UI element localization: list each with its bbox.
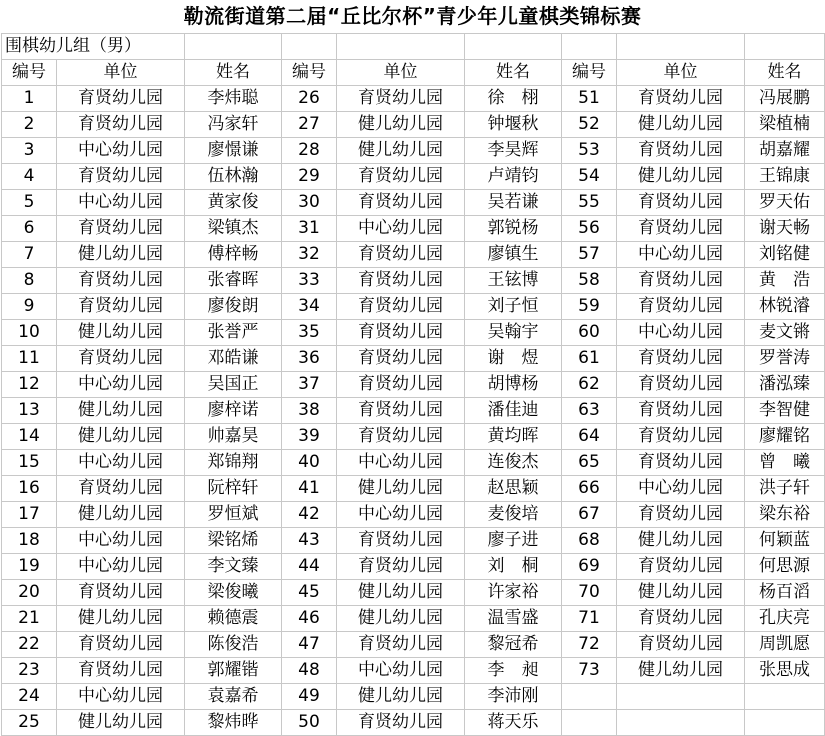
entry-name[interactable]: 黄 浩: [745, 268, 825, 294]
entry-number[interactable]: 60: [562, 320, 617, 346]
entry-number[interactable]: 54: [562, 164, 617, 190]
entry-name[interactable]: 黄家俊: [185, 190, 282, 216]
column-header-name[interactable]: 姓名: [745, 60, 825, 86]
entry-number[interactable]: 61: [562, 346, 617, 372]
entry-name[interactable]: 郭耀锴: [185, 658, 282, 684]
entry-name[interactable]: 赖德震: [185, 606, 282, 632]
entry-name[interactable]: 赵思颖: [465, 476, 562, 502]
entry-name[interactable]: 刘 桐: [465, 554, 562, 580]
entry-number[interactable]: 49: [282, 684, 337, 710]
entry-unit[interactable]: 育贤幼儿园: [617, 138, 745, 164]
entry-number[interactable]: 10: [2, 320, 57, 346]
entry-unit[interactable]: 健儿幼儿园: [57, 502, 185, 528]
table-row: [2, 242, 825, 268]
table-row: [2, 268, 825, 294]
entry-name[interactable]: 李 昶: [465, 658, 562, 684]
entry-number[interactable]: 18: [2, 528, 57, 554]
entry-name[interactable]: 黄均晖: [465, 424, 562, 450]
entry-name[interactable]: 谢 煜: [465, 346, 562, 372]
entry-name[interactable]: 傅梓畅: [185, 242, 282, 268]
entry-name[interactable]: 徐 栩: [465, 86, 562, 112]
entry-name[interactable]: 李炜聪: [185, 86, 282, 112]
entry-number[interactable]: 39: [282, 424, 337, 450]
entry-name[interactable]: 冯展鹏: [745, 86, 825, 112]
entry-unit[interactable]: 育贤幼儿园: [617, 268, 745, 294]
table-row: [2, 476, 825, 502]
table-row: [2, 424, 825, 450]
table-row: [2, 86, 825, 112]
entry-unit[interactable]: 健儿幼儿园: [57, 710, 185, 736]
subtitle-row: [2, 34, 825, 60]
entry-name[interactable]: 麦文锵: [745, 320, 825, 346]
entry-number[interactable]: 55: [562, 190, 617, 216]
entry-number[interactable]: 14: [2, 424, 57, 450]
column-header-name[interactable]: 姓名: [185, 60, 282, 86]
entry-number[interactable]: 63: [562, 398, 617, 424]
entry-name[interactable]: 袁嘉希: [185, 684, 282, 710]
table-row: [2, 138, 825, 164]
entry-name[interactable]: 温雪盛: [465, 606, 562, 632]
entry-number[interactable]: 58: [562, 268, 617, 294]
entry-name[interactable]: 梁俊曦: [185, 580, 282, 606]
entry-unit[interactable]: 健儿幼儿园: [337, 476, 465, 502]
entry-name[interactable]: 廖子进: [465, 528, 562, 554]
table-row: [2, 528, 825, 554]
entry-number[interactable]: 13: [2, 398, 57, 424]
entry-unit[interactable]: 育贤幼儿园: [337, 320, 465, 346]
entry-unit[interactable]: 育贤幼儿园: [337, 632, 465, 658]
entry-name[interactable]: 张思成: [745, 658, 825, 684]
entry-name[interactable]: 廖憬谦: [185, 138, 282, 164]
entry-number[interactable]: 29: [282, 164, 337, 190]
entry-name[interactable]: 廖俊朗: [185, 294, 282, 320]
entry-number[interactable]: 73: [562, 658, 617, 684]
entry-unit[interactable]: 育贤幼儿园: [337, 242, 465, 268]
entry-unit[interactable]: 中心幼儿园: [57, 554, 185, 580]
entry-number[interactable]: 5: [2, 190, 57, 216]
entry-name[interactable]: 潘泓臻: [745, 372, 825, 398]
entry-number[interactable]: 46: [282, 606, 337, 632]
entry-unit[interactable]: 健儿幼儿园: [337, 580, 465, 606]
entry-name[interactable]: 陈俊浩: [185, 632, 282, 658]
entry-unit[interactable]: 健儿幼儿园: [337, 606, 465, 632]
entry-number[interactable]: 65: [562, 450, 617, 476]
entry-number[interactable]: 41: [282, 476, 337, 502]
entry-unit[interactable]: 中心幼儿园: [617, 476, 745, 502]
entry-number[interactable]: 31: [282, 216, 337, 242]
entry-unit[interactable]: 育贤幼儿园: [337, 372, 465, 398]
entry-unit[interactable]: 育贤幼儿园: [617, 554, 745, 580]
group-label[interactable]: 围棋幼儿组（男）: [2, 34, 185, 60]
entry-unit[interactable]: 健儿幼儿园: [57, 242, 185, 268]
table-cell[interactable]: [562, 34, 617, 60]
table-cell[interactable]: [745, 684, 825, 710]
table-row: [2, 580, 825, 606]
entry-unit[interactable]: 育贤幼儿园: [337, 710, 465, 736]
column-header-unit[interactable]: 单位: [337, 60, 465, 86]
entry-number[interactable]: 51: [562, 86, 617, 112]
entry-name[interactable]: 邓皓谦: [185, 346, 282, 372]
entry-unit[interactable]: 育贤幼儿园: [57, 658, 185, 684]
entry-name[interactable]: 梁东裕: [745, 502, 825, 528]
entry-name[interactable]: 曾 曦: [745, 450, 825, 476]
table-cell[interactable]: [337, 34, 465, 60]
entry-number[interactable]: 66: [562, 476, 617, 502]
entry-number[interactable]: 24: [2, 684, 57, 710]
entry-unit[interactable]: 育贤幼儿园: [57, 216, 185, 242]
entry-unit[interactable]: 健儿幼儿园: [57, 606, 185, 632]
table-row: [2, 112, 825, 138]
entry-number[interactable]: 25: [2, 710, 57, 736]
entry-name[interactable]: 潘佳迪: [465, 398, 562, 424]
entry-name[interactable]: 李文臻: [185, 554, 282, 580]
entry-number[interactable]: 69: [562, 554, 617, 580]
entry-number[interactable]: 17: [2, 502, 57, 528]
entry-name[interactable]: 张睿晖: [185, 268, 282, 294]
entry-number[interactable]: 11: [2, 346, 57, 372]
entry-number[interactable]: 3: [2, 138, 57, 164]
entry-unit[interactable]: 健儿幼儿园: [617, 112, 745, 138]
entry-unit[interactable]: 健儿幼儿园: [57, 320, 185, 346]
entry-number[interactable]: 37: [282, 372, 337, 398]
entry-number[interactable]: 12: [2, 372, 57, 398]
entry-unit[interactable]: 健儿幼儿园: [337, 684, 465, 710]
table-row: [2, 372, 825, 398]
entry-unit[interactable]: 育贤幼儿园: [617, 632, 745, 658]
entry-unit[interactable]: 育贤幼儿园: [337, 190, 465, 216]
table-cell[interactable]: [617, 684, 745, 710]
entry-name[interactable]: 许家裕: [465, 580, 562, 606]
entry-name[interactable]: 卢靖钧: [465, 164, 562, 190]
entry-unit[interactable]: 健儿幼儿园: [337, 138, 465, 164]
table-row: [2, 502, 825, 528]
entry-number[interactable]: 64: [562, 424, 617, 450]
entry-number[interactable]: 20: [2, 580, 57, 606]
entry-name[interactable]: 刘子恒: [465, 294, 562, 320]
entry-number[interactable]: 43: [282, 528, 337, 554]
entry-unit[interactable]: 健儿幼儿园: [617, 528, 745, 554]
column-header-name[interactable]: 姓名: [465, 60, 562, 86]
entry-name[interactable]: 王锦康: [745, 164, 825, 190]
entry-number[interactable]: 48: [282, 658, 337, 684]
entry-unit[interactable]: 育贤幼儿园: [57, 580, 185, 606]
entry-number[interactable]: 35: [282, 320, 337, 346]
entry-name[interactable]: 罗誉涛: [745, 346, 825, 372]
entry-unit[interactable]: 育贤幼儿园: [57, 164, 185, 190]
entry-unit[interactable]: 育贤幼儿园: [337, 164, 465, 190]
entry-unit[interactable]: 健儿幼儿园: [617, 164, 745, 190]
column-header-unit[interactable]: 单位: [617, 60, 745, 86]
entry-name[interactable]: 张誉严: [185, 320, 282, 346]
entry-name[interactable]: 何思源: [745, 554, 825, 580]
entry-unit[interactable]: 中心幼儿园: [57, 372, 185, 398]
entry-unit[interactable]: 中心幼儿园: [617, 242, 745, 268]
entry-number[interactable]: 33: [282, 268, 337, 294]
entry-number[interactable]: 70: [562, 580, 617, 606]
entry-name[interactable]: 胡博杨: [465, 372, 562, 398]
entry-unit[interactable]: 育贤幼儿园: [617, 424, 745, 450]
entry-name[interactable]: 郭锐杨: [465, 216, 562, 242]
entry-unit[interactable]: 育贤幼儿园: [617, 398, 745, 424]
entry-unit[interactable]: 中心幼儿园: [337, 450, 465, 476]
entry-name[interactable]: 蒋天乐: [465, 710, 562, 736]
entry-unit[interactable]: 健儿幼儿园: [617, 658, 745, 684]
entry-name[interactable]: 钟堰秋: [465, 112, 562, 138]
entry-number[interactable]: 32: [282, 242, 337, 268]
table-row: [2, 294, 825, 320]
roster-table: [1, 33, 825, 736]
entry-unit[interactable]: 育贤幼儿园: [57, 268, 185, 294]
entry-name[interactable]: 廖耀铭: [745, 424, 825, 450]
column-header-number[interactable]: 编号: [2, 60, 57, 86]
entry-name[interactable]: 杨百滔: [745, 580, 825, 606]
entry-unit[interactable]: 育贤幼儿园: [57, 112, 185, 138]
entry-unit[interactable]: 育贤幼儿园: [617, 294, 745, 320]
entry-name[interactable]: 帅嘉昊: [185, 424, 282, 450]
entry-unit[interactable]: 育贤幼儿园: [57, 86, 185, 112]
entry-name[interactable]: 连俊杰: [465, 450, 562, 476]
entry-number[interactable]: 57: [562, 242, 617, 268]
entry-name[interactable]: 麦俊培: [465, 502, 562, 528]
table-row: [2, 450, 825, 476]
entry-unit[interactable]: 中心幼儿园: [57, 528, 185, 554]
entry-unit[interactable]: 育贤幼儿园: [617, 606, 745, 632]
entry-number[interactable]: 68: [562, 528, 617, 554]
entry-unit[interactable]: 中心幼儿园: [337, 658, 465, 684]
entry-name[interactable]: 李昊辉: [465, 138, 562, 164]
entry-unit[interactable]: 中心幼儿园: [617, 320, 745, 346]
entry-unit[interactable]: 健儿幼儿园: [57, 424, 185, 450]
entry-number[interactable]: 7: [2, 242, 57, 268]
entry-number[interactable]: 67: [562, 502, 617, 528]
entry-unit[interactable]: 育贤幼儿园: [57, 476, 185, 502]
table-cell[interactable]: [562, 684, 617, 710]
entry-name[interactable]: 廖梓诺: [185, 398, 282, 424]
entry-number[interactable]: 44: [282, 554, 337, 580]
entry-number[interactable]: 6: [2, 216, 57, 242]
entry-number[interactable]: 1: [2, 86, 57, 112]
entry-unit[interactable]: 中心幼儿园: [57, 190, 185, 216]
column-header-unit[interactable]: 单位: [57, 60, 185, 86]
entry-unit[interactable]: 中心幼儿园: [57, 138, 185, 164]
entry-name[interactable]: 廖镇生: [465, 242, 562, 268]
entry-number[interactable]: 52: [562, 112, 617, 138]
entry-name[interactable]: 罗恒斌: [185, 502, 282, 528]
entry-name[interactable]: 黎冠希: [465, 632, 562, 658]
table-row: [2, 658, 825, 684]
entry-unit[interactable]: 中心幼儿园: [337, 502, 465, 528]
table-cell[interactable]: [185, 34, 282, 60]
entry-name[interactable]: 孔庆亮: [745, 606, 825, 632]
entry-name[interactable]: 冯家轩: [185, 112, 282, 138]
entry-name[interactable]: 吴翰宇: [465, 320, 562, 346]
entry-unit[interactable]: 育贤幼儿园: [337, 346, 465, 372]
table-row: [2, 554, 825, 580]
column-header-number[interactable]: 编号: [562, 60, 617, 86]
entry-unit[interactable]: 育贤幼儿园: [57, 294, 185, 320]
entry-name[interactable]: 伍林瀚: [185, 164, 282, 190]
entry-number[interactable]: 2: [2, 112, 57, 138]
entry-unit[interactable]: 育贤幼儿园: [337, 398, 465, 424]
table-row: [2, 346, 825, 372]
entry-name[interactable]: 吴国正: [185, 372, 282, 398]
table-row: [2, 320, 825, 346]
table-row: [2, 632, 825, 658]
entry-number[interactable]: 30: [282, 190, 337, 216]
table-row: [2, 164, 825, 190]
table-row: [2, 190, 825, 216]
entry-unit[interactable]: 育贤幼儿园: [337, 268, 465, 294]
entry-name[interactable]: 罗天佑: [745, 190, 825, 216]
table-row: [2, 216, 825, 242]
entry-unit[interactable]: 健儿幼儿园: [337, 112, 465, 138]
entry-name[interactable]: 何颖蓝: [745, 528, 825, 554]
table-row: [2, 606, 825, 632]
entry-name[interactable]: 刘铭健: [745, 242, 825, 268]
entry-unit[interactable]: 育贤幼儿园: [617, 450, 745, 476]
entry-number[interactable]: 26: [282, 86, 337, 112]
table-cell[interactable]: [465, 34, 562, 60]
entry-name[interactable]: 谢天畅: [745, 216, 825, 242]
entry-number[interactable]: 47: [282, 632, 337, 658]
entry-name[interactable]: 胡嘉耀: [745, 138, 825, 164]
entry-name[interactable]: 吴若谦: [465, 190, 562, 216]
entry-unit[interactable]: 中心幼儿园: [57, 450, 185, 476]
entry-name[interactable]: 梁植楠: [745, 112, 825, 138]
entry-unit[interactable]: 育贤幼儿园: [57, 632, 185, 658]
entry-name[interactable]: 郑锦翔: [185, 450, 282, 476]
table-row: [2, 684, 825, 710]
entry-number[interactable]: 22: [2, 632, 57, 658]
column-header-number[interactable]: 编号: [282, 60, 337, 86]
entry-number[interactable]: 40: [282, 450, 337, 476]
entry-number[interactable]: 28: [282, 138, 337, 164]
entry-unit[interactable]: 育贤幼儿园: [57, 346, 185, 372]
entry-number[interactable]: 9: [2, 294, 57, 320]
entry-number[interactable]: 59: [562, 294, 617, 320]
entry-number[interactable]: 71: [562, 606, 617, 632]
entry-number[interactable]: 38: [282, 398, 337, 424]
entry-unit[interactable]: 中心幼儿园: [57, 684, 185, 710]
entry-unit[interactable]: 健儿幼儿园: [617, 580, 745, 606]
entry-number[interactable]: 16: [2, 476, 57, 502]
entry-name[interactable]: 王铉博: [465, 268, 562, 294]
table-cell[interactable]: [282, 34, 337, 60]
entry-number[interactable]: 50: [282, 710, 337, 736]
entry-unit[interactable]: 育贤幼儿园: [617, 86, 745, 112]
entry-unit[interactable]: 育贤幼儿园: [617, 216, 745, 242]
entry-unit[interactable]: 育贤幼儿园: [617, 372, 745, 398]
entry-unit[interactable]: 育贤幼儿园: [617, 190, 745, 216]
table-cell[interactable]: [617, 34, 745, 60]
entry-number[interactable]: 34: [282, 294, 337, 320]
entry-number[interactable]: 62: [562, 372, 617, 398]
entry-number[interactable]: 21: [2, 606, 57, 632]
entry-number[interactable]: 56: [562, 216, 617, 242]
sheet-title: 勒流街道第二届“丘比尔杯”青少年儿童棋类锦标赛: [183, 4, 642, 28]
entry-name[interactable]: 阮梓轩: [185, 476, 282, 502]
entry-number[interactable]: 36: [282, 346, 337, 372]
entry-name[interactable]: 黎炜晔: [185, 710, 282, 736]
entry-number[interactable]: 72: [562, 632, 617, 658]
header-row: [2, 60, 825, 86]
entry-number[interactable]: 15: [2, 450, 57, 476]
entry-number[interactable]: 23: [2, 658, 57, 684]
table-row: [2, 398, 825, 424]
entry-unit[interactable]: 中心幼儿园: [337, 216, 465, 242]
entry-name[interactable]: 周凯愿: [745, 632, 825, 658]
entry-number[interactable]: 8: [2, 268, 57, 294]
entry-number[interactable]: 19: [2, 554, 57, 580]
entry-unit[interactable]: 育贤幼儿园: [337, 86, 465, 112]
entry-unit[interactable]: 育贤幼儿园: [337, 528, 465, 554]
entry-unit[interactable]: 育贤幼儿园: [337, 294, 465, 320]
entry-unit[interactable]: 育贤幼儿园: [337, 554, 465, 580]
entry-unit[interactable]: 育贤幼儿园: [617, 502, 745, 528]
entry-name[interactable]: 梁铭烯: [185, 528, 282, 554]
entry-name[interactable]: 梁镇杰: [185, 216, 282, 242]
entry-unit[interactable]: 健儿幼儿园: [57, 398, 185, 424]
entry-name[interactable]: 林锐濬: [745, 294, 825, 320]
entry-unit[interactable]: 育贤幼儿园: [337, 424, 465, 450]
entry-name[interactable]: 李沛刚: [465, 684, 562, 710]
entry-name[interactable]: 李智健: [745, 398, 825, 424]
entry-number[interactable]: 45: [282, 580, 337, 606]
table-cell[interactable]: [745, 34, 825, 60]
entry-name[interactable]: 洪子轩: [745, 476, 825, 502]
entry-number[interactable]: 4: [2, 164, 57, 190]
entry-number[interactable]: 42: [282, 502, 337, 528]
entry-number[interactable]: 53: [562, 138, 617, 164]
entry-number[interactable]: 27: [282, 112, 337, 138]
entry-unit[interactable]: 育贤幼儿园: [617, 346, 745, 372]
